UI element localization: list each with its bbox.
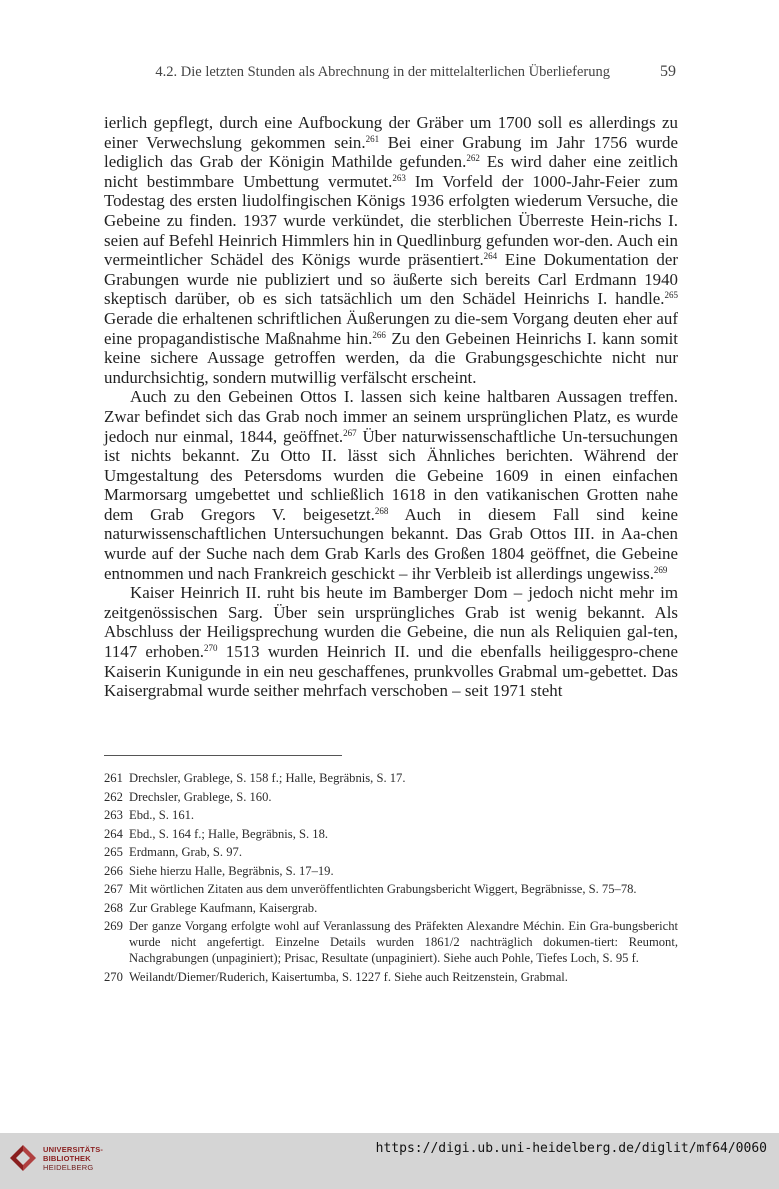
footnote — [104, 844, 678, 860]
footnote-text: Weilandt/Diemer/Ruderich, Kaisertumba, S. 1227 f. Siehe auch Reitzenstein, Grabmal. — [129, 969, 568, 984]
footnote-number: 266 — [104, 863, 123, 878]
text-run: Gerade die erhaltenen schriftlichen Äußerungen zu die-sem Vorgang deuten eher auf eine propagandistische Maßnahme hin. — [104, 308, 678, 348]
footnote — [104, 770, 678, 786]
text-run: Eine Dokumentation der Grabungen wurde nie publiziert und so äußerte sich bereits Carl Erdmann 1940 skeptisch darüber, ob es sich tatsächlich um den Schädel Heinrichs I. handle. — [104, 250, 678, 309]
footnote-marker[interactable]: 269 — [653, 564, 668, 575]
footnote-text: Mit wörtlichen Zitaten aus dem unveröffentlichten Grabungsbericht Wiggert, Begräbnisse, S. 75–78. — [129, 882, 637, 896]
footnote-text: Drechsler, Grablege, S. 160. — [129, 789, 272, 804]
logo-line-1: UNIVERSITÄTS- — [43, 1144, 104, 1154]
digital-url-link[interactable]: https://digi.ub.uni-heidelberg.de/diglit/mf64/0060 — [375, 1141, 767, 1156]
footnote — [104, 881, 678, 897]
footnote — [104, 900, 678, 916]
footnote — [104, 826, 678, 842]
footnote — [104, 918, 678, 967]
footnote-number: 261 — [104, 771, 123, 785]
text-run: Auch in diesem Fall sind keine naturwissenschaftlichen Untersuchungen bekannt. Das Grab Ottos III. in Aa-chen wurde auf der Suche nach dem Grab Karls des Großen 1804 geöffnet, die Gebeine entnommen und nach Frankreich geschickt – ihr Verbleib ist allerdings ungewiss. — [104, 504, 678, 583]
paragraph-3 — [104, 583, 678, 701]
footnote-rule — [104, 755, 342, 756]
logo-line-2: BIBLIOTHEK — [43, 1153, 91, 1163]
running-head-title: 4.2. Die letzten Stunden als Abrechnung in der mittelalterlichen Überlieferung — [155, 64, 610, 80]
footnote-number: 267 — [104, 882, 123, 896]
footnote-marker[interactable]: 270 — [204, 643, 218, 654]
footnote — [104, 863, 678, 879]
footnote-text: Ebd., S. 164 f.; Halle, Begräbnis, S. 18. — [129, 826, 329, 841]
text-run: Zu den Gebeinen Heinrichs I. kann somit keine sichere Aussage getroffen werden, da die Grabungsgeschichte nicht nur undurchsichtig, sondern mutwillig verfälscht erscheint. — [104, 328, 678, 387]
text-run: Bei einer Grabung im Jahr 1756 wurde lediglich das Grab der Königin Mathilde gefunden. — [104, 132, 678, 172]
footnote-number: 263 — [104, 808, 123, 822]
footnote-text: Zur Grablege Kaufmann, Kaisergrab. — [129, 900, 318, 915]
footer-bar — [0, 1133, 779, 1189]
footnote-marker[interactable]: 267 — [343, 427, 357, 438]
library-logo-icon — [8, 1143, 38, 1173]
footnote-text: Erdmann, Grab, S. 97. — [129, 845, 242, 859]
body-text — [104, 113, 678, 701]
footnote-number: 262 — [104, 789, 123, 804]
footnote-marker[interactable]: 264 — [483, 251, 498, 262]
footnote-number: 269 — [104, 919, 123, 933]
footnote-marker[interactable]: 263 — [392, 172, 406, 183]
text-run: Auch zu den Gebeinen Ottos I. lassen sich keine haltbaren Aussagen treffen. Zwar befindet sich das Grab noch immer an seinem ursprünglichen Platz, es wurde jedoch nur einmal, 1844, geöffnet. — [104, 387, 678, 446]
footnote-marker[interactable]: 266 — [372, 329, 386, 340]
text-run: 1513 wurden Heinrich II. und die ebenfalls heiliggespro-chene Kaiserin Kunigunde in ein neu geschaffenes, prunkvolles Grabmal um-gebettet. Das Kaisergrabmal wurde seither mehrfach verschoben – seit 1971 steht — [104, 642, 678, 701]
footnote-text: Siehe hierzu Halle, Begräbnis, S. 17–19. — [129, 863, 334, 878]
library-logo[interactable] — [8, 1143, 103, 1173]
text-run: Im Vorfeld der 1000-Jahr-Feier zum Todestag des ersten liudolfingischen Königs 1936 erfolgten wiederum Versuche, die Gebeine zu finden. 1937 wurde verkündet, die sterblichen Überreste Hein-richs I. seien auf Befehl Heinrich Himmlers hin in Quedlinburg gefunden wor-den. Auch ein vermeintlicher Schädel des Königs wurde präsentiert. — [104, 171, 678, 270]
footnote-number: 268 — [104, 900, 123, 915]
footnote-marker[interactable]: 265 — [664, 290, 678, 301]
running-head — [105, 63, 676, 81]
footnotes — [104, 770, 678, 987]
footnote-text: Ebd., S. 161. — [129, 808, 195, 822]
footnote — [104, 807, 678, 823]
text-run: Es wird daher eine zeitlich nicht bestimmbare Umbettung vermutet. — [104, 152, 678, 191]
footnote-number: 265 — [104, 845, 123, 859]
footnote-number: 270 — [104, 969, 123, 984]
footnote-text: Drechsler, Grablege, S. 158 f.; Halle, Begräbnis, S. 17. — [129, 771, 406, 785]
page-number: 59 — [660, 63, 676, 80]
footnote-number: 264 — [104, 826, 123, 841]
paragraph-1 — [104, 113, 678, 387]
footnote — [104, 969, 678, 985]
text-run: Über naturwissenschaftliche Un-tersuchungen ist nichts bekannt. Zu Otto II. lässt sich Ähnliches berichten. Während der Umgestaltung des Petersdoms wurden die Gebeine 1609 in einen einfachen Marmorsarg umgebettet und schließlich 1618 in den vatikanischen Grotten nahe dem Grab Gregors V. beigesetzt. — [104, 426, 679, 524]
text-run: Kaiser Heinrich II. ruht bis heute im Bamberger Dom – jedoch nicht mehr im zeitgenössischen Sarg. Über sein ursprüngliches Grab ist wenig bekannt. Als Abschluss der Heiligsprechung wurden die Gebeine, die nun als Reliquien gal-ten, 1147 erhoben. — [104, 583, 678, 662]
footnote — [104, 789, 678, 805]
logo-line-3: HEIDELBERG — [43, 1162, 94, 1172]
footnote-marker[interactable]: 261 — [365, 133, 380, 144]
text-run: ierlich gepflegt, durch eine Aufbockung der Gräber um 1700 soll es allerdings zu einer Verwechslung gekommen sein. — [104, 113, 678, 152]
footnote-marker[interactable]: 268 — [374, 505, 389, 516]
paragraph-2 — [104, 387, 678, 583]
footnote-marker[interactable]: 262 — [466, 153, 480, 164]
library-logo-text — [43, 1145, 103, 1172]
footnote-text: Der ganze Vorgang erfolgte wohl auf Veranlassung des Präfekten Alexandre Méchin. Ein Gra-bungsbericht wurde nicht angefertigt. Einzelne Details wurden 1861/2 nachträglich dokumen-tiert: Reumont, Nachgrabungen (unpaginiert); Prisac, Resultate (unpaginiert). Siehe auch Pohle, Tiefes Loch, S. 95 f. — [129, 919, 678, 966]
